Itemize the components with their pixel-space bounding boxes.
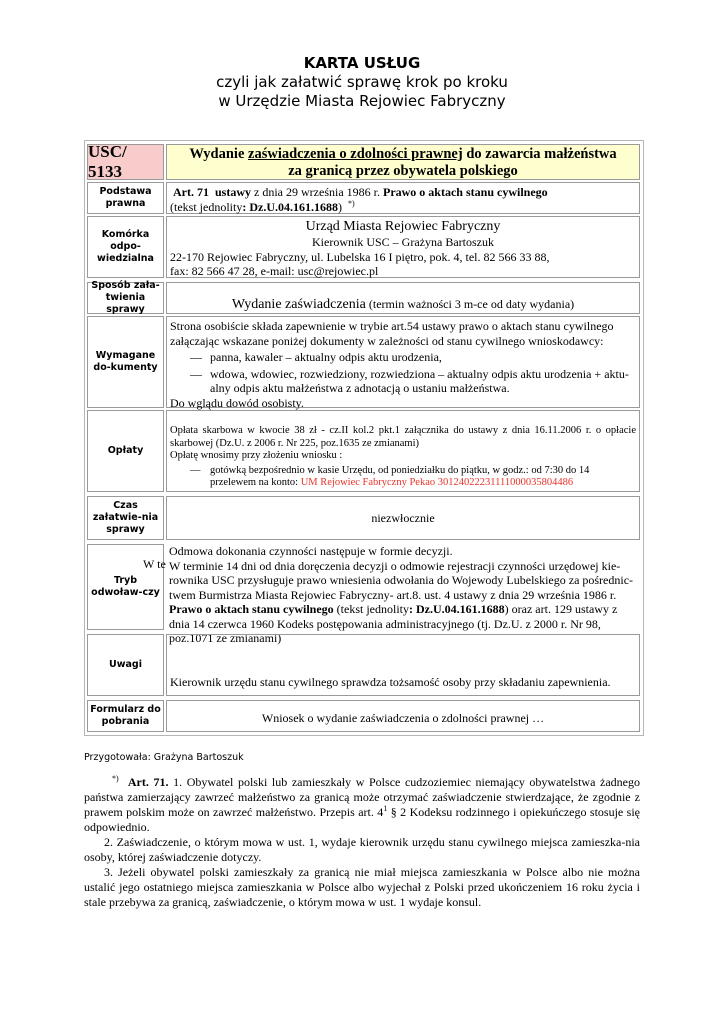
wymagane-item2-cont: alny odpis aktu małżeństwa z adnotacją o ustaniu małżeństwa. xyxy=(210,381,510,395)
tryb-line5-mid: (tekst jednolity xyxy=(333,602,409,616)
oplaty-item1 xyxy=(170,465,636,478)
value-oplaty xyxy=(166,410,640,492)
tryb-line3: rownika USC przysługuje prawo wniesienia odwołania do Wojewody Lubelskiego za pośrednic- xyxy=(169,573,634,587)
komorka-address: 22-170 Rejowiec Fabryczny, ul. Lubelska 16 I piętro, pok. 4, tel. 82 566 33 88, xyxy=(170,249,550,264)
label-czas: Czas załatwie-nia sprawy xyxy=(87,496,164,540)
value-tryb xyxy=(166,544,640,645)
wymagane-outro: Do wglądu dowód osobisty. xyxy=(170,395,304,410)
oplaty-text1: Opłata skarbowa w kwocie 38 zł - cz.II kol.2 pkt.1 załącznika do ustawy z dnia 16.11.2006 r. o opłacie skarbowej (Dz.U. z 2006 r. Nr 225, poz.1635 ze zmianami) xyxy=(170,425,636,449)
title-line2: za granicą przez obywatela polskiego xyxy=(288,163,518,179)
tryb-stray-text: W te xyxy=(143,557,166,571)
sposob-main: Wydanie zaświadczenia xyxy=(231,297,366,312)
dash-icon: — xyxy=(190,366,202,381)
footnote-p2: 2. Zaświadczenie, o którym mowa w ust. 1, wydaje kierownik urzędu stanu cywilnego miejsca zamieszka-nia osoby, której zaświadczenie dotyczy. xyxy=(84,835,640,864)
oplaty-item2 xyxy=(170,477,636,490)
podstawa-close: ) xyxy=(337,199,342,214)
bank-account: UM Rejowiec Fabryczny Pekao 30124022231111000035804486 xyxy=(300,477,574,488)
podstawa-ref: *) xyxy=(347,198,355,208)
label-sposob: Sposób zała-twienia sprawy xyxy=(87,282,164,314)
dash-icon: — xyxy=(190,350,202,364)
tryb-line6: dnia 14 czerwca 1960 Kodeks postępowania administracyjnego (tj. Dz.U. z 2000 r. Nr 98, xyxy=(169,616,601,631)
label-podstawa: Podstawa prawna xyxy=(87,182,164,214)
tryb-prawo: Prawo o aktach stanu cywilnego xyxy=(169,602,334,616)
label-oplaty: Opłaty xyxy=(87,410,164,492)
sposob-note: (termin ważności 3 m-ce od daty wydania) xyxy=(365,297,575,311)
komorka-kierownik: Kierownik USC – Grażyna Bartoszuk xyxy=(312,235,494,249)
footnote-p1sup: 1 xyxy=(383,804,388,813)
value-formularz[interactable]: Wniosek o wydanie zaświadczenia o zdolności prawnej … xyxy=(166,700,640,732)
value-uwagi: Kierownik urzędu stanu cywilnego sprawdza tożsamość osoby przy składaniu zapewnienia. xyxy=(166,634,640,696)
wymagane-item2 xyxy=(170,367,636,382)
wymagane-item1 xyxy=(170,350,636,365)
label-tryb-text: Tryb odwoław-czy xyxy=(91,575,160,598)
wymagane-item1-text: panna, kawaler – aktualny odpis aktu urodzenia, xyxy=(210,350,442,364)
footnote-marker: *) xyxy=(112,774,119,783)
oplaty-item1-text: gotówką bezpośrednio w kasie Urzędu, od poniedziałku do piątku, w godz.: od 7:30 do 14 xyxy=(210,464,590,476)
label-formularz: Formularz do pobrania xyxy=(87,700,164,732)
wymagane-intro: Strona osobiście składa zapewnienie w trybie art.54 ustawy prawo o aktach stanu cywilnego załączając wskazane poniżej dokumenty w zależności od stanu cywilnego wnioskodawcy: xyxy=(170,319,614,348)
label-uwagi: Uwagi xyxy=(87,634,164,696)
value-czas: niezwłocznie xyxy=(166,496,640,540)
value-sposob xyxy=(166,282,640,314)
title-underlined: zaświadczenia o zdolności prawnej xyxy=(248,146,463,162)
value-podstawa xyxy=(166,182,640,214)
tryb-line5 xyxy=(169,602,637,617)
podstawa-dz: : Dz.U.04.161.1688 xyxy=(242,199,338,214)
komorka-fax: fax: 82 566 47 28, e-mail: usc@rejowiec.pl xyxy=(170,264,379,278)
podstawa-date: z dnia 29 września 1986 r. xyxy=(251,185,383,199)
footnote xyxy=(84,775,640,910)
page-subtitle-office: w Urzędzie Miasta Rejowiec Fabryczny xyxy=(218,92,506,110)
prepared-by: Przygotowała: Grażyna Bartoszuk xyxy=(84,752,244,763)
oplaty-text2: Opłatę wnosimy przy złożeniu wniosku : xyxy=(170,450,343,461)
page-header xyxy=(0,54,724,111)
label-wymagane: Wymagane do-kumenty xyxy=(87,316,164,408)
oplaty-item2-pre: przelewem na konto: xyxy=(210,477,301,488)
podstawa-tekst: (tekst jednolity xyxy=(170,199,243,214)
value-komorka xyxy=(166,216,640,278)
value-wymagane xyxy=(166,316,640,408)
title-post: do zawarcia małżeństwa xyxy=(462,146,617,162)
title-pre: Wydanie xyxy=(189,146,249,162)
footnote-p1b: § 2 Kodeksu rodzinnego i opiekuńczego stosuje się odpowiednio. xyxy=(84,805,640,834)
footnote-p3: 3. Jeżeli obywatel polski zamieszkały za granicą nie miał miejsca zamieszkania w Polsce albo nie można ustalić jego ostatniego miejsca zamieszkania w Polsce albo wyjechał z Polski przed ukończeniem 16 roku życia i stale przebywa za granicą, zaświadczenie, o którym mowa w ust. 1 wydaje konsul. xyxy=(84,865,640,909)
podstawa-prawo: Prawo o aktach stanu cywilnego xyxy=(382,185,548,199)
footnote-art: Art. 71. xyxy=(127,775,169,789)
podstawa-art: Art. 71 xyxy=(173,185,209,199)
tryb-line5-end: ) oraz art. 129 ustawy z xyxy=(504,602,618,616)
page-title: KARTA USŁUG xyxy=(303,54,421,72)
komorka-name: Urząd Miasta Rejowiec Fabryczny xyxy=(305,219,501,234)
label-komorka: Komórka odpo-wiedzialna xyxy=(87,216,164,278)
dash-icon: — xyxy=(190,464,201,476)
footnote-p1a: 1. Obywatel polski lub zamieszkały w Polsce cudzoziemiec niemający obywatelstwa żadnego państwa zamierzający zawrzeć małżeństwo za granicą może otrzymać zaświadczenie stwierdzające, że zgodnie z prawem polskim może on zawrzeć małżeństwo. Przepis art. 4 xyxy=(84,775,640,819)
tryb-line7: poz.1071 ze zmianami) xyxy=(169,631,282,645)
wymagane-item2-text: wdowa, wdowiec, rozwiedziony, rozwiedziona – aktualny odpis aktu urodzenia + aktu- xyxy=(210,366,629,381)
tryb-dz: : Dz.U.04.161.1688 xyxy=(409,602,505,616)
tryb-line1: Odmowa dokonania czynności następuje w formie decyzji. xyxy=(169,544,453,558)
tryb-line2: W terminie 14 dni od dnia doręczenia decyzji o odmowie rejestracji czynności urzędowej kie- xyxy=(169,558,621,573)
page-subtitle: czyli jak załatwić sprawę krok po kroku xyxy=(216,73,508,91)
tryb-line4: twem Burmistrza Miasta Rejowiec Fabryczny- art.8. ust. 4 ustawy z dnia 29 września 1986 r. xyxy=(169,587,617,602)
podstawa-ustawy: ustawy xyxy=(215,185,252,199)
service-title xyxy=(166,144,640,180)
service-code: USC/ 5133 xyxy=(87,144,164,180)
